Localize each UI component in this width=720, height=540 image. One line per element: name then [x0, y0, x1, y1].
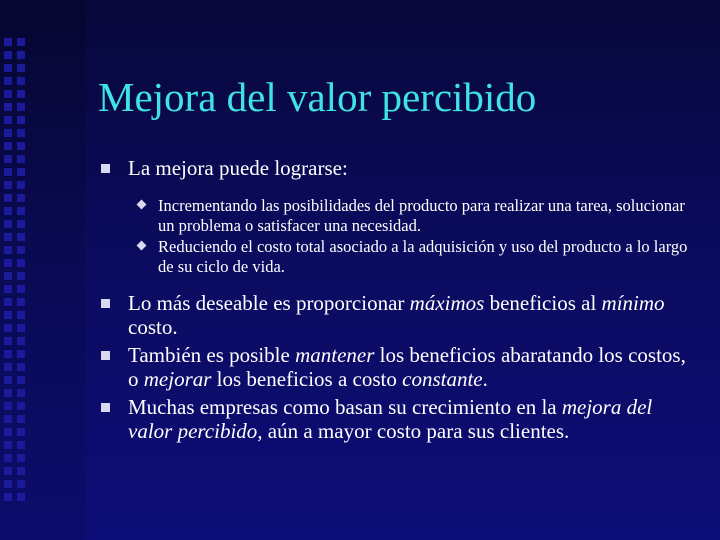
bullet-item [100, 395, 700, 443]
diamond-bullet-icon [137, 200, 147, 210]
slide-title: Mejora del valor percibido [98, 74, 537, 120]
sub-bullet-text: Incrementando las posibilidades del producto para realizar una tarea, solucionar un problema o satisfacer una necesidad. [158, 196, 685, 235]
square-bullet-icon [101, 164, 110, 173]
slide-body [100, 156, 700, 447]
bullet-item [100, 156, 700, 180]
decorative-squares-column [4, 38, 14, 506]
square-bullet-icon [101, 299, 110, 308]
square-bullet-icon [101, 351, 110, 360]
bullet-item [100, 291, 700, 339]
sub-bullet-item [128, 196, 700, 236]
left-decorative-band [0, 0, 86, 540]
decorative-squares-column [17, 38, 27, 506]
bullet-text: También es posible mantener los beneficios abaratando los costos, o mejorar los beneficios a costo constante. [128, 343, 686, 391]
sub-bullet-list [100, 196, 700, 277]
bullet-text: La mejora puede lograrse: [128, 156, 348, 180]
bullet-text: Muchas empresas como basan su crecimiento en la mejora del valor percibido, aún a mayor costo para sus clientes. [128, 395, 653, 443]
square-bullet-icon [101, 403, 110, 412]
bullet-text: Lo más deseable es proporcionar máximos beneficios al mínimo costo. [128, 291, 665, 339]
diamond-bullet-icon [137, 241, 147, 251]
sub-bullet-text: Reduciendo el costo total asociado a la adquisición y uso del producto a lo largo de su ciclo de vida. [158, 237, 688, 276]
bullet-item [100, 343, 700, 391]
sub-bullet-item [128, 237, 700, 277]
